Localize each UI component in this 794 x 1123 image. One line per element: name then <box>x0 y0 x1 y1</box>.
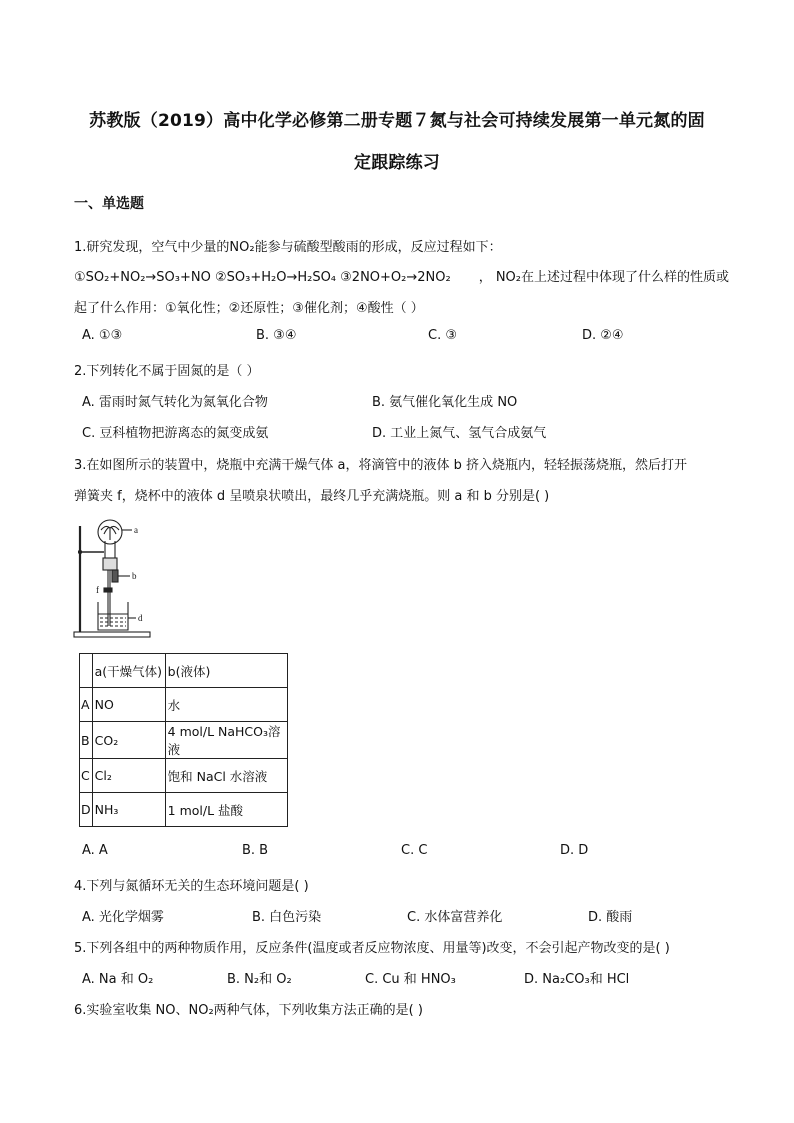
table-header-cell: a(干燥气体) <box>92 654 165 688</box>
table-cell: 4 mol/L NaHCO₃溶液 <box>165 722 287 759</box>
table-cell: D <box>80 793 93 827</box>
table-row <box>80 688 288 722</box>
table-cell: 饱和 NaCl 水溶液 <box>165 759 287 793</box>
table-cell: 1 mol/L 盐酸 <box>165 793 287 827</box>
q1-tail: ， NO₂在上述过程中体现了什么样的性质或 <box>478 270 730 285</box>
figure-label-b: b <box>132 571 137 581</box>
q4-option-d[interactable]: D. 酸雨 <box>588 910 633 925</box>
fountain-apparatus-figure <box>70 518 160 644</box>
q1-option-d[interactable]: D. ②④ <box>582 328 624 343</box>
document-title-line2: 定跟踪练习 <box>354 153 440 173</box>
q3-options-table <box>79 653 288 827</box>
q4-option-b[interactable]: B. 白色污染 <box>252 910 322 925</box>
table-header-cell: b(液体) <box>165 654 287 688</box>
q2-stem: 2.下列转化不属于固氮的是（ ） <box>74 364 260 379</box>
q3-stem-line1: 3.在如图所示的装置中，烧瓶中充满干燥气体 a，将滴管中的液体 b 挤入烧瓶内，轻轻振荡烧瓶，然后打开 <box>74 458 688 473</box>
document-title-line1: 苏教版（2019）高中化学必修第二册专题７氮与社会可持续发展第一单元氮的固 <box>89 111 705 131</box>
q4-stem: 4.下列与氮循环无关的生态环境问题是( ) <box>74 879 309 894</box>
q3-option-b[interactable]: B. B <box>242 843 269 858</box>
q3-option-c[interactable]: C. C <box>401 843 428 858</box>
q1-stem: 1.研究发现，空气中少量的NO₂能参与硫酸型酸雨的形成，反应过程如下： <box>74 240 502 255</box>
q1-line3: 起了什么作用：①氧化性；②还原性；③催化剂；④酸性（ ） <box>74 301 424 316</box>
section-heading: 一、单选题 <box>74 196 144 212</box>
table-cell: C <box>80 759 93 793</box>
table-header-cell <box>80 654 93 688</box>
q1-reactions-line <box>74 266 729 285</box>
table-cell: 水 <box>165 688 287 722</box>
table-header-row <box>80 654 288 688</box>
table-cell: CO₂ <box>92 722 165 759</box>
q5-option-c[interactable]: C. Cu 和 HNO₃ <box>365 972 456 987</box>
q5-option-d[interactable]: D. Na₂CO₃和 HCl <box>524 972 630 987</box>
q2-option-d[interactable]: D. 工业上氮气、氢气合成氨气 <box>372 426 547 441</box>
q1-option-b[interactable]: B. ③④ <box>256 328 297 343</box>
q1-reactions: ①SO₂+NO₂→SO₃+NO ②SO₃+H₂O→H₂SO₄ ③2NO+O₂→2NO₂ <box>74 270 451 285</box>
table-row <box>80 793 288 827</box>
q3-option-d[interactable]: D. D <box>560 843 589 858</box>
q2-option-c[interactable]: C. 豆科植物把游离态的氮变成氨 <box>82 426 269 441</box>
q5-option-a[interactable]: A. Na 和 O₂ <box>82 972 154 987</box>
table-cell: B <box>80 722 93 759</box>
figure-label-d: d <box>138 613 143 623</box>
q3-option-a[interactable]: A. A <box>82 843 108 858</box>
table-cell: Cl₂ <box>92 759 165 793</box>
q2-option-a[interactable]: A. 雷雨时氮气转化为氮氧化合物 <box>82 395 268 410</box>
table-row <box>80 722 288 759</box>
q2-option-b[interactable]: B. 氨气催化氧化生成 NO <box>372 395 518 410</box>
q6-stem: 6.实验室收集 NO、NO₂两种气体，下列收集方法正确的是( ) <box>74 1003 423 1018</box>
q3-stem-line2: 弹簧夹 f，烧杯中的液体 d 呈喷泉状喷出，最终几乎充满烧瓶。则 a 和 b 分别是( ) <box>74 489 550 504</box>
table-cell: NH₃ <box>92 793 165 827</box>
q1-option-a[interactable]: A. ①③ <box>82 328 123 343</box>
figure-label-a: a <box>134 525 138 535</box>
q5-stem: 5.下列各组中的两种物质作用，反应条件(温度或者反应物浓度、用量等)改变，不会引起产物改变的是( ) <box>74 941 670 956</box>
figure-label-f: f <box>96 585 99 595</box>
table-cell: NO <box>92 688 165 722</box>
table-cell: A <box>80 688 93 722</box>
q1-option-c[interactable]: C. ③ <box>428 328 457 343</box>
q5-option-b[interactable]: B. N₂和 O₂ <box>227 972 292 987</box>
q4-option-a[interactable]: A. 光化学烟雾 <box>82 910 164 925</box>
table-row <box>80 759 288 793</box>
q4-option-c[interactable]: C. 水体富营养化 <box>407 910 503 925</box>
